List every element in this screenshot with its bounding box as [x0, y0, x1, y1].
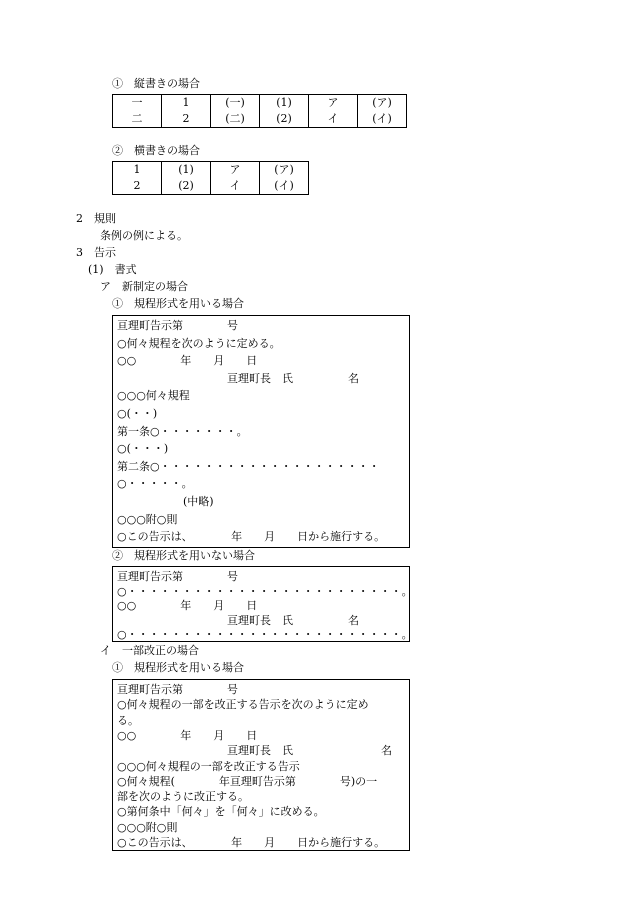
numbering-value: (二) [225, 112, 245, 125]
sample-line: 亘理町長 氏 名 [117, 744, 392, 758]
numbering-cell [113, 95, 162, 128]
numbering-cell [162, 162, 211, 195]
horizontal-heading: ② 横書きの場合 [112, 144, 200, 157]
rule-heading: 2 規則 [76, 212, 116, 225]
numbering-value: ア [327, 96, 339, 109]
new-heading: ア 新制定の場合 [100, 280, 188, 293]
sample-line: ○○ 年 月 日 [117, 728, 258, 742]
numbering-cell [309, 95, 358, 128]
sample-line: 部を次のように改正する。 [117, 790, 249, 804]
numbering-value: ア [229, 163, 241, 176]
sample-line: ○何々規程を次のように定める。 [117, 336, 281, 350]
numbering-value: 二 [131, 112, 143, 125]
vertical-heading: ① 縦書きの場合 [112, 77, 200, 90]
numbering-value: (一) [225, 96, 245, 109]
new-reg-heading: ① 規程形式を用いる場合 [112, 297, 244, 310]
new-regulation-format-box [112, 315, 410, 548]
numbering-cell [113, 162, 162, 195]
numbering-value: 2 [133, 179, 141, 192]
sample-line: ○○○何々規程 [117, 389, 190, 403]
sample-line: (中略) [117, 495, 214, 508]
numbering-value: 2 [182, 112, 190, 125]
amendment-format-box [112, 679, 410, 851]
sample-line: 第二条○・・・・・・・・・・・・・・・・・・・・ [117, 459, 380, 473]
amend-heading: イ 一部改正の場合 [100, 644, 199, 657]
sample-line: ○・・・・・。 [117, 477, 193, 491]
numbering-value: (ア) [274, 163, 294, 176]
numbering-value: イ [229, 179, 241, 192]
sample-line: ○・・・・・・・・・・・・・・・・・・・・・・・・・。 [117, 584, 413, 598]
numbering-value: 一 [131, 96, 143, 109]
numbering-cell [211, 162, 260, 195]
numbering-cell [260, 95, 309, 128]
numbering-value: (ア) [372, 96, 392, 109]
sample-line: ○この告示は、 年 月 日から施行する。 [117, 836, 386, 849]
sample-line: 亘理町長 氏 名 [117, 613, 359, 627]
sample-line: 亘理町告示第 号 [117, 683, 238, 696]
numbering-value: 1 [133, 163, 141, 176]
notice-heading: 3 告示 [76, 246, 116, 259]
sample-line: 亘理町告示第 号 [117, 319, 238, 332]
new-nonreg-heading: ② 規程形式を用いない場合 [112, 549, 255, 562]
numbering-cell [358, 95, 407, 128]
sample-line: る。 [117, 713, 139, 727]
sample-line: ○第何条中「何々」を「何々」に改める。 [117, 805, 325, 819]
sample-line: ○(・・) [117, 407, 158, 420]
numbering-value: (イ) [274, 179, 294, 192]
sample-line: ○・・・・・・・・・・・・・・・・・・・・・・・・・。 [117, 628, 413, 642]
numbering-value: 1 [182, 96, 190, 109]
format-heading: (1) 書式 [88, 263, 137, 276]
numbering-value: イ [327, 112, 339, 125]
numbering-value: (2) [178, 179, 194, 192]
rule-text: 条例の例による。 [100, 229, 188, 242]
vertical-numbering-table [112, 94, 407, 128]
sample-line: ○○○附○則 [117, 820, 178, 834]
numbering-value: (1) [178, 163, 194, 176]
new-nonregulation-format-box [112, 566, 413, 642]
horizontal-numbering-table [112, 161, 309, 195]
numbering-cell [162, 95, 211, 128]
sample-line: 第一条○・・・・・・・。 [117, 424, 248, 438]
sample-line: ○何々規程( 年亘理町告示第 号)の一 [117, 774, 378, 788]
sample-line: ○○○附○則 [117, 512, 178, 526]
numbering-value: (イ) [372, 112, 392, 125]
sample-line: ○○ 年 月 日 [117, 599, 258, 613]
sample-line: ○何々規程の一部を改正する告示を次のように定め [117, 698, 369, 712]
numbering-cell [260, 162, 309, 195]
sample-line: 亘理町告示第 号 [117, 570, 238, 583]
amend-reg-heading: ① 規程形式を用いる場合 [112, 661, 244, 674]
numbering-value: (2) [276, 112, 292, 125]
sample-line: 亘理町長 氏 名 [117, 371, 359, 385]
sample-line: ○(・・・) [117, 442, 169, 456]
numbering-cell [211, 95, 260, 128]
numbering-value: (1) [276, 96, 292, 109]
sample-line: ○○ 年 月 日 [117, 354, 258, 368]
sample-line: ○この告示は、 年 月 日から施行する。 [117, 530, 386, 544]
sample-line: ○○○何々規程の一部を改正する告示 [117, 759, 300, 773]
